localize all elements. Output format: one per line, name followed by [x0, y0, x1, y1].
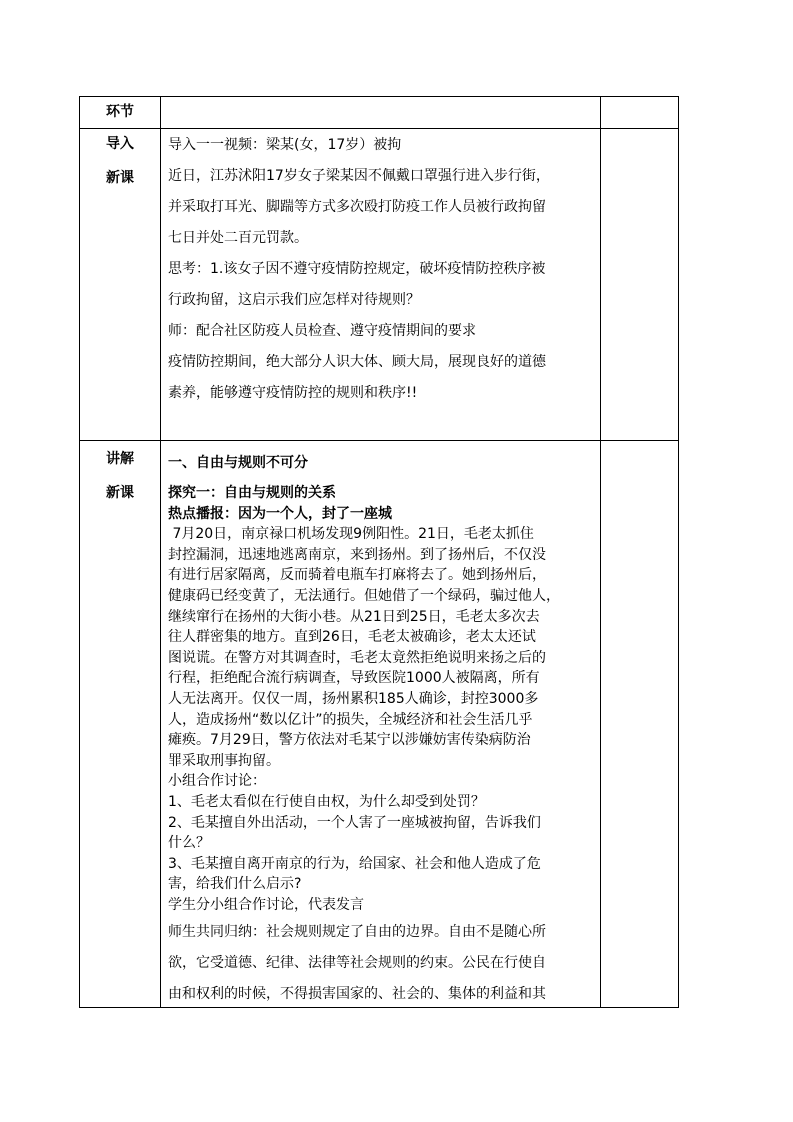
explore-title: 探究一：自由与规则的关系	[168, 485, 336, 501]
story-line: 有进行居家隔离，反而骑着电瓶车打麻将去了。她到扬州后，	[168, 567, 546, 584]
intro-line: 行政拘留，这启示我们应怎样对待规则？	[168, 292, 420, 308]
section-heading: 一、自由与规则不可分	[168, 455, 308, 471]
intro-label-line-1: 导入	[106, 136, 134, 152]
story-line: 2、毛某擅自外出活动，一个人害了一座城被拘留，告诉我们	[168, 814, 541, 831]
lecture-label-line-2: 新课	[106, 485, 134, 501]
summary-line: 师生共同归纳：社会规则规定了自由的边界。自由不是随心所	[168, 924, 546, 941]
story-line: 7月20日，南京禄口机场发现9例阳性。21日，毛老太抓住	[168, 526, 534, 543]
story-line: 图说谎。在警方对其调查时，毛老太竟然拒绝说明来扬之后的	[168, 649, 546, 666]
intro-line: 导入一一视频：梁某(女，17岁）被拘	[168, 137, 402, 153]
story-line: 学生分小组合作讨论，代表发言	[168, 896, 364, 913]
story-line: 行程，拒绝配合流行病调查，导致医院1000人被隔离，所有	[168, 670, 540, 687]
lecture-label	[80, 442, 160, 510]
column-divider-label	[160, 96, 161, 1008]
intro-label-line-2: 新课	[106, 170, 134, 186]
hot-news-title: 热点播报：因为一个人，封了一座城	[168, 505, 392, 522]
story-line: 小组合作讨论：	[168, 773, 266, 790]
story-line: 人，造成扬州“数以亿计”的损失，全城经济和社会生活几乎	[168, 711, 533, 728]
summary-line: 由和权利的时候，不得损害国家的、社会的、集体的利益和其	[168, 986, 546, 1003]
story-line: 封控漏洞，迅速地逃离南京，来到扬州。到了扬州后，不仅没	[168, 546, 546, 563]
table-left-border	[79, 96, 80, 1008]
intro-line: 七日并处二百元罚款。	[168, 230, 308, 246]
header-label: 环节	[106, 104, 134, 120]
table-top-border	[79, 96, 679, 97]
intro-line: 素养，能够遵守疫情防控的规则和秩序!!	[168, 385, 418, 401]
intro-line: 并采取打耳光、脚踹等方式多次殴打防疫工作人员被行政拘留	[168, 199, 546, 215]
table-right-border	[678, 96, 679, 1008]
intro-content	[168, 130, 598, 409]
story-line: 害，给我们什么启示?	[168, 876, 302, 893]
story-line: 人无法离开。仅仅一周，扬州累积185人确诊，封控3000多	[168, 690, 539, 707]
story-line: 3、毛某擅自离开南京的行为，给国家、社会和他人造成了危	[168, 855, 541, 872]
story-line: 什么？	[168, 835, 210, 852]
intro-line: 近日，江苏沭阳17岁女子梁某因不佩戴口罩强行进入步行街，	[168, 168, 550, 184]
column-divider-notes	[600, 96, 601, 1008]
story-line: 瘫痪。7月29日，警方依法对毛某宁以涉嫌妨害传染病防治	[168, 732, 531, 749]
intro-label	[80, 127, 160, 195]
story-line: 继续窜行在扬州的大街小巷。从21日到25日，毛老太多次去	[168, 608, 540, 625]
intro-line: 疫情防控期间，绝大部分人识大体、顾大局，展现良好的道德	[168, 354, 546, 370]
lecture-content	[168, 448, 598, 1010]
story-line: 往人群密集的地方。直到26日，毛老太被确诊，老太太还试	[168, 629, 536, 646]
intro-line: 思考：1.该女子因不遵守疫情防控规定，破坏疫情防控秩序被	[168, 261, 546, 277]
row-divider-header	[79, 128, 679, 129]
lecture-label-line-1: 讲解	[106, 451, 134, 467]
story-line: 罪采取刑事拘留。	[168, 752, 280, 769]
row-divider-intro	[79, 440, 679, 441]
intro-line: 师：配合社区防疫人员检查、遵守疫情期间的要求	[168, 323, 476, 339]
story-line: 1、毛老太看似在行使自由权，为什么却受到处罚？	[168, 793, 485, 810]
summary-line: 欲，它受道德、纪律、法律等社会规则的约束。公民在行使自	[168, 955, 546, 972]
story-line: 健康码已经变黄了，无法通行。但她借了一个绿码，骗过他人，	[168, 587, 560, 604]
